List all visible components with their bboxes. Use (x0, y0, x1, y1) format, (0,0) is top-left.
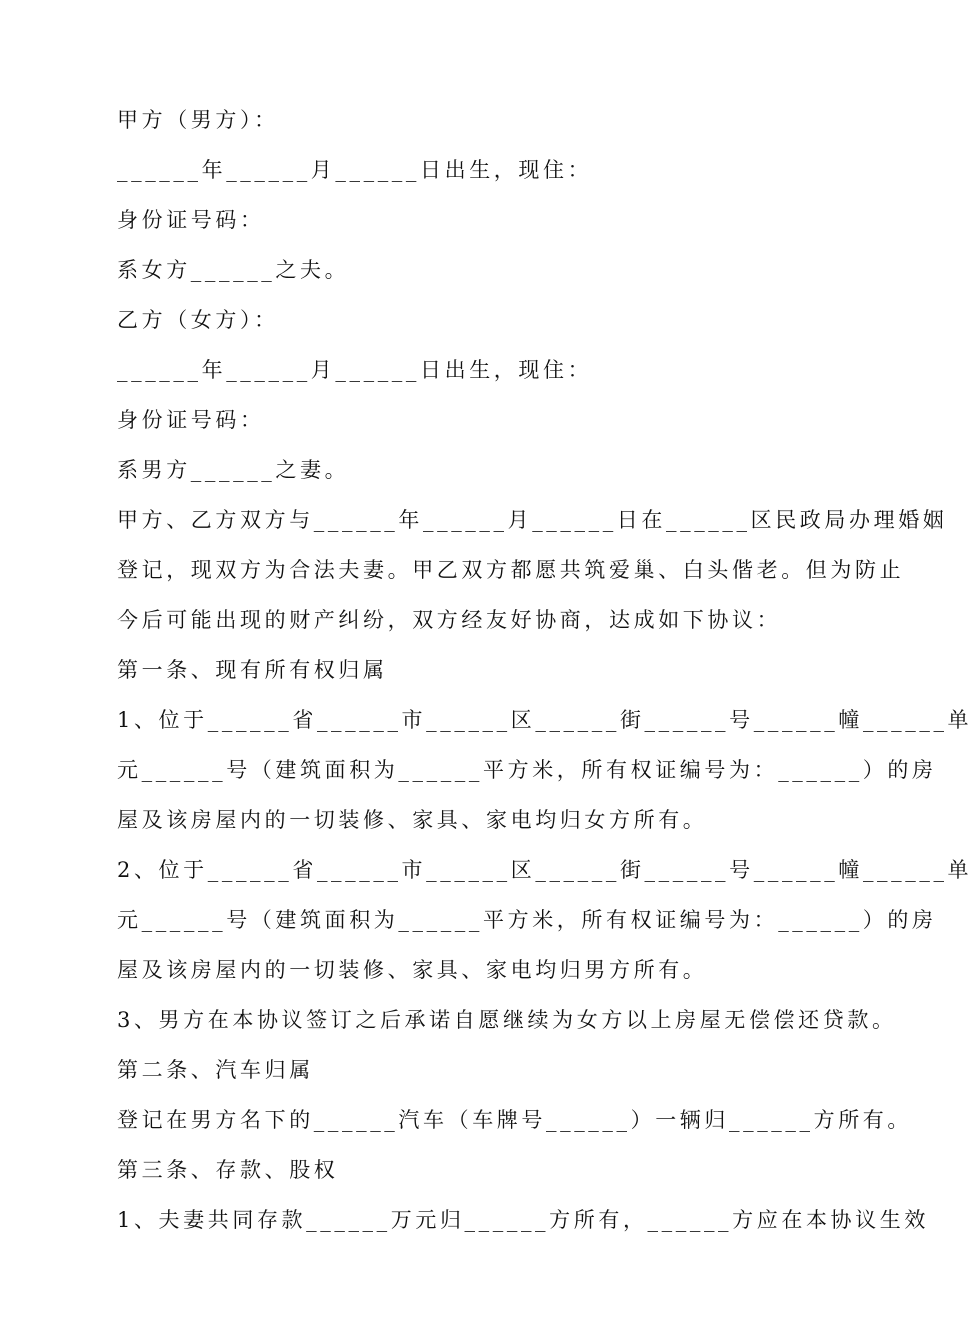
party-b-heading: 乙方（女方）： (117, 308, 279, 332)
article-1-item-2-line-2: 元______号（建筑面积为______平方米，所有权证编号为：______）的房 (117, 908, 937, 932)
party-b-birth-residence: ______年______月______日出生，现住： (117, 358, 593, 382)
party-a-birth-residence: ______年______月______日出生，现住： (117, 158, 593, 182)
article-1-item-1-line-2: 元______号（建筑面积为______平方米，所有权证编号为：______）的房 (117, 758, 937, 782)
article-2-body: 登记在男方名下的______汽车（车牌号______）一辆归______方所有。 (117, 1108, 912, 1132)
preamble-line-2: 登记，现双方为合法夫妻。甲乙双方都愿共筑爱巢、白头偕老。但为防止 (117, 558, 905, 582)
party-a-id-number: 身份证号码： (117, 208, 265, 232)
article-3-heading: 第三条、存款、股权 (117, 1158, 339, 1182)
party-b-relation: 系男方______之妻。 (117, 458, 350, 482)
article-3-item-1: 1、夫妻共同存款______万元归______方所有，______方应在本协议生效 (117, 1208, 929, 1232)
preamble-line-3: 今后可能出现的财产纠纷，双方经友好协商，达成如下协议： (117, 608, 782, 632)
article-1-item-3: 3、男方在本协议签订之后承诺自愿继续为女方以上房屋无偿偿还贷款。 (117, 1008, 897, 1032)
article-1-heading: 第一条、现有所有权归属 (117, 658, 388, 682)
party-a-relation: 系女方______之夫。 (117, 258, 350, 282)
article-1-item-2-line-1: 2、位于______省______市______区______街______号______幢______单 (117, 858, 972, 882)
article-2-heading: 第二条、汽车归属 (117, 1058, 314, 1082)
article-1-item-1-line-1: 1、位于______省______市______区______街______号______幢______单 (117, 708, 972, 732)
article-1-item-1-line-3: 屋及该房屋内的一切装修、家具、家电均归女方所有。 (117, 808, 708, 832)
preamble-line-1: 甲方、乙方双方与______年______月______日在______区民政局办理婚姻 (117, 508, 948, 532)
party-b-id-number: 身份证号码： (117, 408, 265, 432)
article-1-item-2-line-3: 屋及该房屋内的一切装修、家具、家电均归男方所有。 (117, 958, 708, 982)
party-a-heading: 甲方（男方）： (117, 108, 279, 132)
